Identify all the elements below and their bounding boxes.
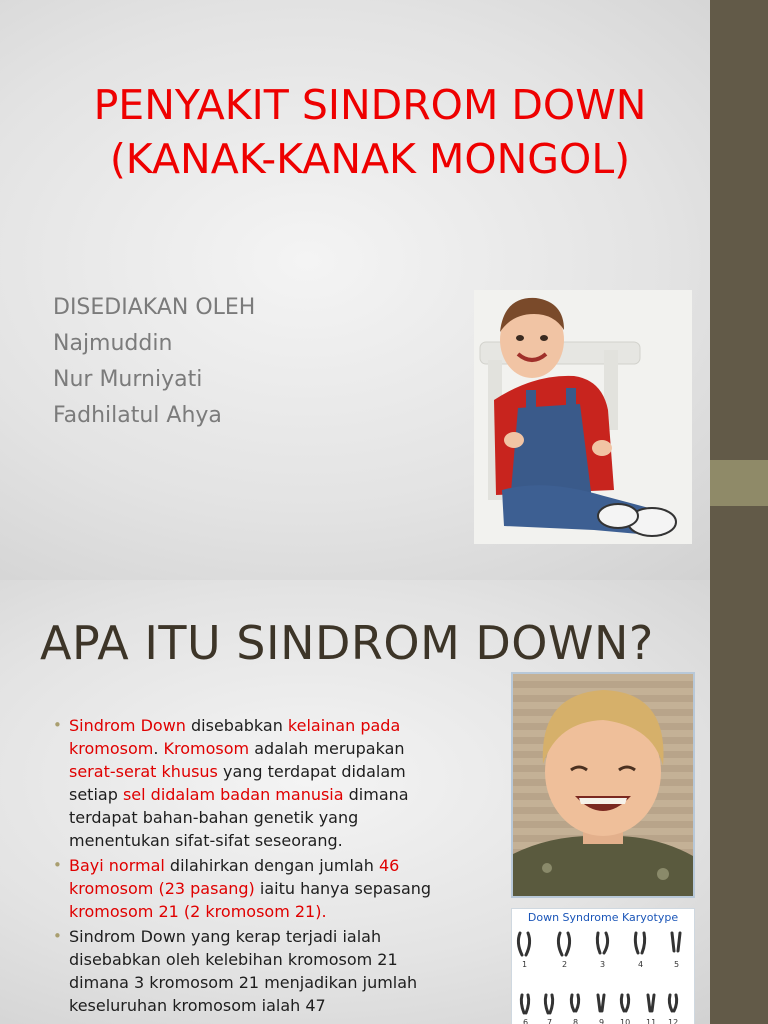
text-span: 46 kromosom (23 pasang) [69, 856, 400, 898]
author-list [53, 290, 255, 434]
smiling-boy-illustration [513, 674, 693, 896]
author-line: Fadhilatul Ahya [53, 403, 222, 428]
bullet-dot-icon: • [53, 856, 62, 874]
title-line-2: (KANAK-KANAK MONGOL) [109, 135, 631, 183]
text-span: serat-serat khusus [69, 762, 218, 781]
karyotype-label: 10 [620, 1018, 631, 1024]
bullet-dot-icon: • [53, 716, 62, 734]
slide-sidebar [710, 580, 768, 1024]
text-span: dilahirkan dengan jumlah [164, 856, 379, 875]
text-span: iaitu hanya sepasang [254, 879, 432, 898]
bullet-item [50, 714, 450, 852]
text-span: Sindrom Down yang kerap terjadi ialah disebabkan oleh kelebihan kromosom 21 dimana 3 kromosom 21 menjadikan jumlah keseluruhan kromosom ialah 47 [69, 927, 418, 1015]
text-span: adalah merupakan [249, 739, 405, 758]
text-span: Bayi normal [69, 856, 165, 875]
slide-heading: APA ITU SINDROM DOWN? [40, 616, 654, 670]
content-slide [0, 580, 768, 1024]
karyotype-chromosomes [512, 909, 694, 1024]
text-span: dimana terdapat bahan-bahan genetik yang menentukan sifat-sifat seseorang. [69, 785, 409, 850]
photo-smiling-boy [511, 672, 695, 898]
text-span: kelainan pada kromosom [69, 716, 401, 758]
karyotype-label: 6 [523, 1018, 529, 1024]
bullet-dot-icon: • [53, 927, 62, 945]
karyotype-image [511, 908, 695, 1024]
text-span: disebabkan [185, 716, 288, 735]
bullet-list [50, 714, 450, 1019]
bullet-text [69, 856, 431, 921]
title-line-1: PENYAKIT SINDROM DOWN [93, 81, 647, 129]
text-span: Kromosom [163, 739, 250, 758]
karyotype-label: 9 [599, 1018, 605, 1024]
photo-sitting-boy [474, 290, 692, 544]
karyotype-label: 2 [562, 960, 568, 969]
author-line: DISEDIAKAN OLEH [53, 295, 256, 320]
karyotype-title: Down Syndrome Karyotype [527, 911, 679, 924]
bullet-item [50, 925, 450, 1017]
slide-title [40, 78, 700, 186]
karyotype-label: 1 [522, 960, 528, 969]
karyotype-label: 7 [547, 1018, 553, 1024]
author-line: Najmuddin [53, 331, 173, 356]
author-line: Nur Murniyati [53, 367, 203, 392]
sitting-boy-illustration [474, 290, 692, 544]
karyotype-label: 4 [638, 960, 644, 969]
sidebar-accent [710, 460, 768, 506]
bullet-item [50, 854, 450, 923]
karyotype-label: 12 [668, 1018, 679, 1024]
text-span: sel didalam badan manusia [122, 785, 344, 804]
text-span: Sindrom Down [69, 716, 186, 735]
karyotype-label: 3 [600, 960, 606, 969]
bullet-text [69, 927, 417, 1015]
karyotype-label: 5 [674, 960, 680, 969]
text-span: kromosom 21 (2 kromosom 21). [69, 902, 327, 921]
text-span: . [153, 739, 164, 758]
text-span: yang terdapat didalam setiap [69, 762, 406, 804]
bullet-text [69, 716, 409, 850]
karyotype-label: 11 [646, 1018, 657, 1024]
karyotype-label: 8 [573, 1018, 579, 1024]
